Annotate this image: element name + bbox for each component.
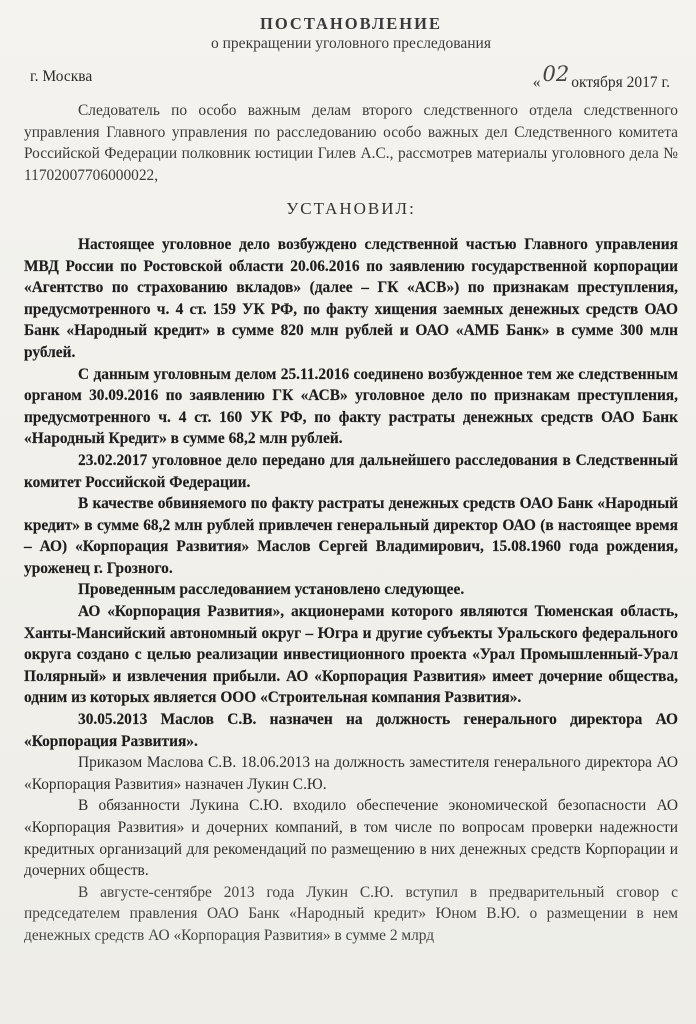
paragraph-6: АО «Корпорация Развития», акционерами которого являются Тюменская область, Ханты-Мансийский автономный округ – Югра и другие субъекты Уральского федерального округа создано с целью реализации инвестиционного проекта «Урал Промышленный-Урал Полярный» и извлечения прибыли. АО «Корпорация Развития» имеет дочерние общества, одним из которых является ООО «Строительная компания Развития».	[24, 603, 678, 707]
paragraph-10: В августе-сентябре 2013 года Лукин С.Ю. вступил в предварительный сговор с председателем правления ОАО Банк «Народный кредит» Юном В.Ю. о размещении в нем денежных средств АО «Корпорация Развития» в сумме 2 млрд	[24, 883, 678, 944]
established-heading: УСТАНОВИЛ:	[286, 199, 416, 219]
document-subtitle: о прекращении уголовного преследования	[211, 35, 491, 52]
date-month-year: октября 2017 г.	[571, 74, 670, 91]
paragraph-3: 23.02.2017 уголовное дело передано для дальнейшего расследования в Следственный комитет Российской Федерации.	[24, 451, 678, 491]
paragraph-2: С данным уголовным делом 25.11.2016 соединено возбужденное тем же следственным органом 30.09.2016 по заявлению ГК «АСВ» уголовное дело по признакам преступления, предусмотренного ч. 4 ст. 160 УК РФ, по факту растраты денежных средств ОАО Банк «Народный Кредит» в сумме 68,2 млн рублей.	[24, 365, 678, 448]
paragraph-7: 30.05.2013 Маслов С.В. назначен на должность генерального директора АО «Корпорация Развития».	[24, 711, 678, 750]
paragraph-1: Настоящее уголовное дело возбуждено следственной частью Главного управления МВД России по Ростовской области 20.06.2016 по заявлению государственной корпорации «Агентство по страхованию вкладов» (далее – ГК «АСВ») по признакам преступления, предусмотренного ч. 4 ст. 159 УК РФ, по факту хищения заемных денежных средств ОАО Банк «Народный кредит» в сумме 820 млн рублей и ОАО «АМБ Банк» в сумме 300 млн рублей.	[24, 235, 678, 361]
city: г. Москва	[30, 68, 93, 85]
date-open-quote: «	[532, 74, 541, 91]
document-title: ПОСТАНОВЛЕНИЕ	[260, 14, 442, 33]
place-date-row	[24, 64, 678, 94]
paragraph-4: В качестве обвиняемого по факту растраты денежных средств ОАО Банк «Народный кредит» в сумме 68,2 млн рублей привлечен генеральный директор ОАО (в настоящее время – АО) «Корпорация Развития» Маслов Сергей Владимирович, 15.08.1960 года рождения, уроженец г. Грозного.	[24, 495, 678, 577]
paragraph-5: Проведенным расследованием установлено следующее.	[78, 581, 465, 599]
intro-paragraph: Следователь по особо важным делам второго следственного отдела следственного управления Главного управления по расследованию особо важных дел Следственного комитета Российской Федерации полковник юстиции Гилев А.С., рассмотрев материалы уголовного дела № 11702007706000022,	[24, 102, 678, 184]
paragraph-8: Приказом Маслова С.В. 18.06.2013 на должность заместителя генерального директора АО «Корпорация Развития» назначен Лукин С.Ю.	[24, 754, 678, 793]
document-date	[532, 62, 670, 92]
paragraph-9: В обязанности Лукина С.Ю. входило обеспечение экономической безопасности АО «Корпорация Развития» и дочерних компаний, в том числе по вопросам проверки надежности кредитных организаций для рекомендаций по размещению в них денежных средств Корпорации и дочерних обществ.	[24, 797, 678, 880]
handwritten-day: 02	[542, 62, 570, 86]
